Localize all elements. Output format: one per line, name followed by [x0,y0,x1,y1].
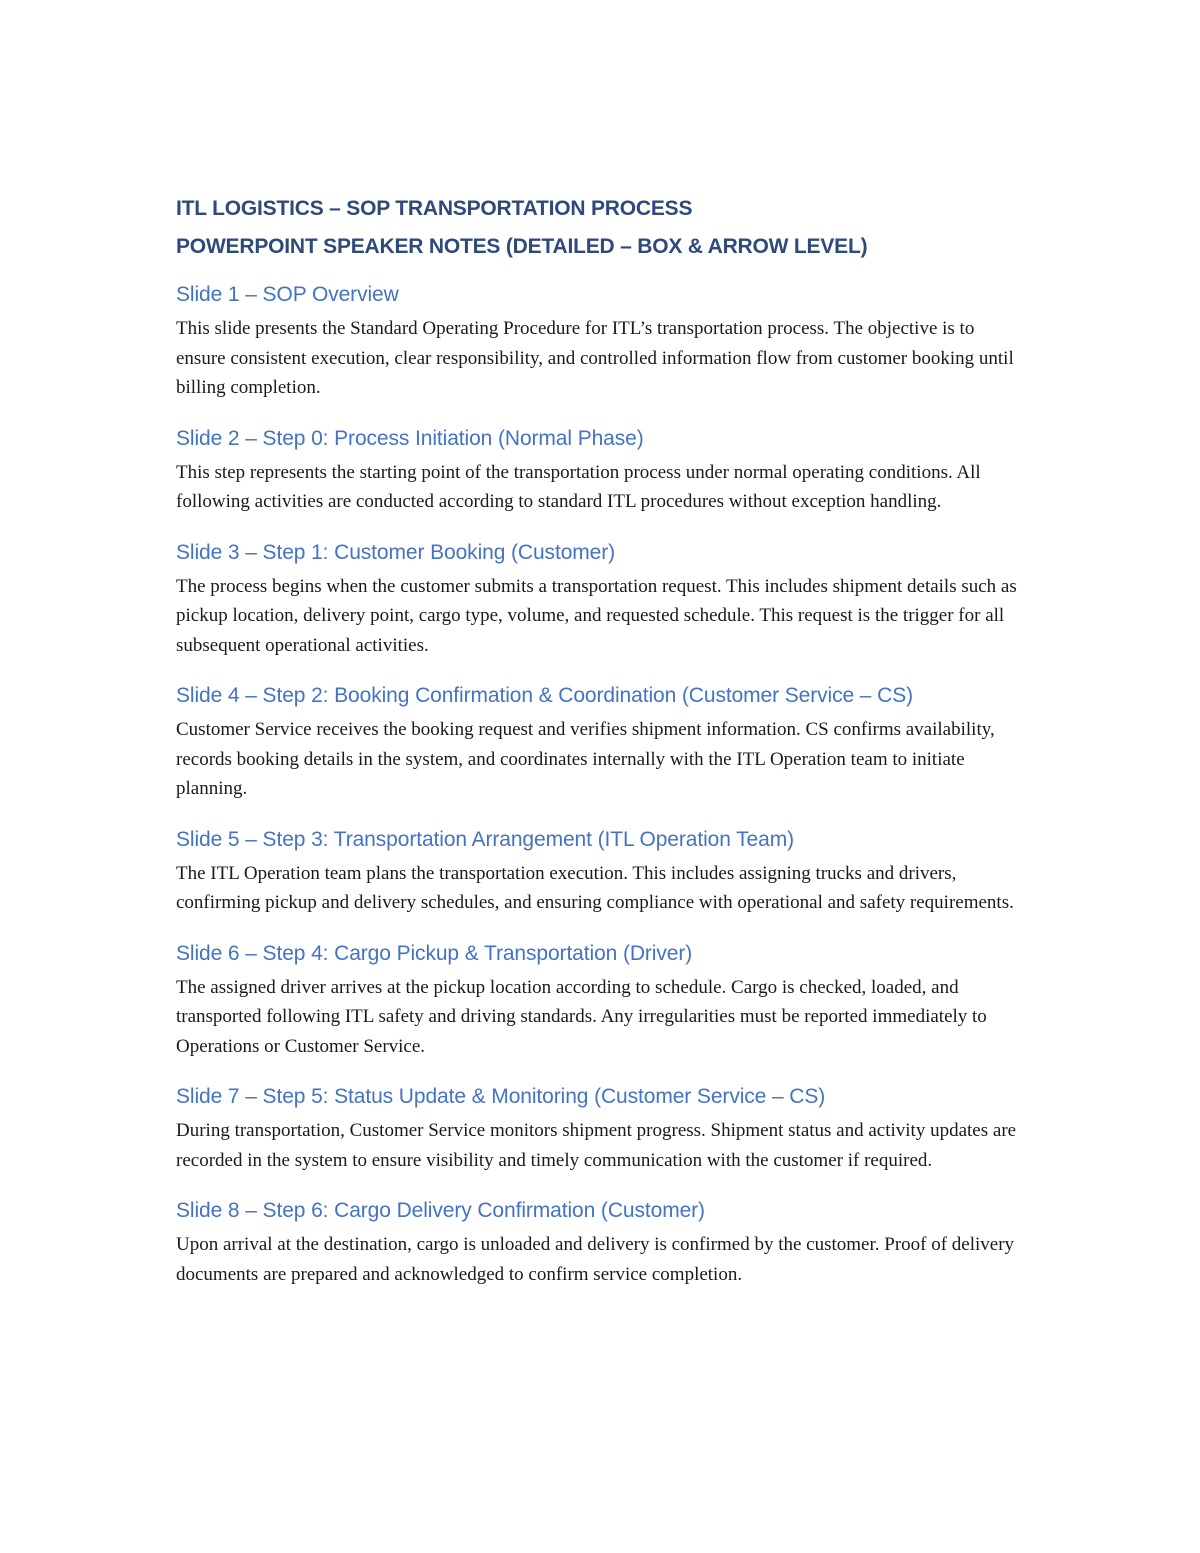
document-subtitle: POWERPOINT SPEAKER NOTES (DETAILED – BOX & ARROW LEVEL) [176,235,868,258]
slide-section-2 [176,424,1026,517]
slide-heading: Slide 6 – Step 4: Cargo Pickup & Transportation (Driver) [176,941,693,965]
slide-heading: Slide 7 – Step 5: Status Update & Monitoring (Customer Service – CS) [176,1085,826,1108]
slide-heading: Slide 8 – Step 6: Cargo Delivery Confirmation (Customer) [176,1199,705,1222]
slide-notes: Upon arrival at the destination, cargo is unloaded and delivery is confirmed by the customer. Proof of delivery documents are prepared and acknowledged to confirm service completion. [176,1234,1015,1285]
slide-notes: This step represents the starting point of the transportation process under normal operating conditions. All following activities are conducted according to standard ITL procedures without exception handling. [176,461,981,512]
slide-notes: The ITL Operation team plans the transportation execution. This includes assigning trucks and drivers, confirming pickup and delivery schedules, and ensuring compliance with operational and safety requirements. [176,862,1014,913]
slide-notes: During transportation, Customer Service monitors shipment progress. Shipment status and activity updates are recorded in the system to ensure visibility and timely communication with the customer if required. [176,1120,1017,1171]
slide-section-5 [176,825,1026,918]
slide-heading: Slide 3 – Step 1: Customer Booking (Customer) [176,540,616,564]
document-content [176,190,1026,1310]
slide-notes: This slide presents the Standard Operating Procedure for ITL’s transportation process. The objective is to ensure consistent execution, clear responsibility, and controlled information flow from customer booking until billing completion. [176,318,1014,398]
slide-notes: The process begins when the customer submits a transportation request. This includes shipment details such as pickup location, delivery point, cargo type, volume, and requested schedule. This request is the trigger for all subsequent operational activities. [176,575,1017,656]
document-title: ITL LOGISTICS – SOP TRANSPORTATION PROCESS [176,197,693,220]
slide-section-6 [176,939,1026,1062]
slide-section-3 [176,538,1026,661]
slide-heading: Slide 2 – Step 0: Process Initiation (Normal Phase) [176,426,644,450]
slide-section-4 [176,681,1026,804]
slide-section-8 [176,1196,1026,1289]
slide-heading: Slide 4 – Step 2: Booking Confirmation & Coordination (Customer Service – CS) [176,684,913,707]
slide-notes: Customer Service receives the booking request and verifies shipment information. CS confirms availability, records booking details in the system, and coordinates internally with the ITL Operation team to initiate planning. [176,719,995,799]
document-title-block [176,190,1026,266]
slide-heading: Slide 1 – SOP Overview [176,283,399,306]
slide-notes: The assigned driver arrives at the pickup location according to schedule. Cargo is checked, loaded, and transported following ITL safety and driving standards. Any irregularities must be reported immediately to Operations or Customer Service. [176,976,987,1057]
slide-heading: Slide 5 – Step 3: Transportation Arrangement (ITL Operation Team) [176,827,795,851]
slide-section-7 [176,1082,1026,1175]
slide-section-1 [176,280,1026,403]
